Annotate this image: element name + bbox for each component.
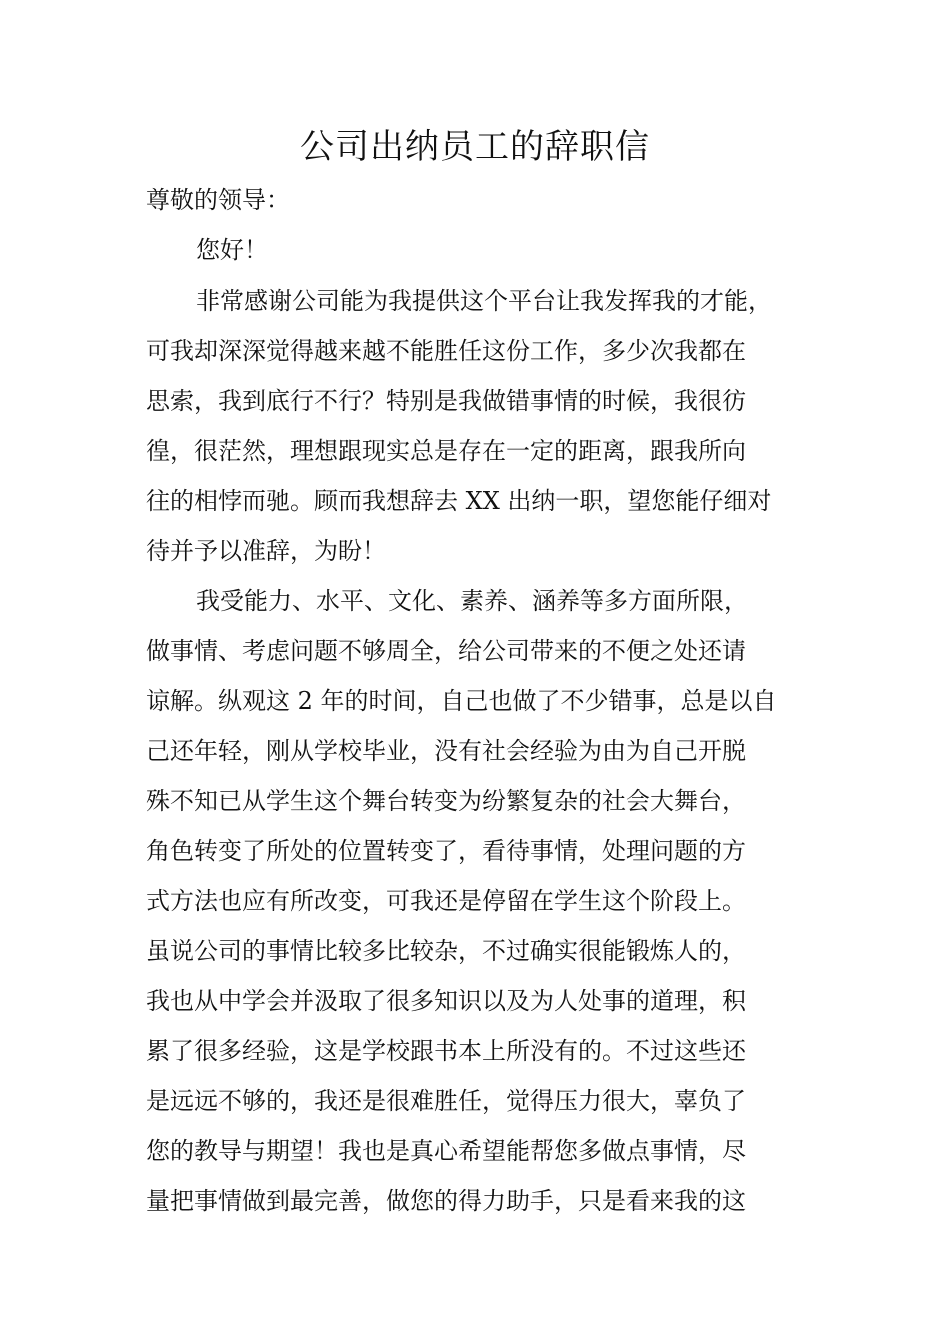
- paragraph-2-line-3: 谅解。纵观这 2 年的时间，自己也做了不少错事，总是以自: [146, 687, 777, 715]
- paragraph-1-line-6: 待并予以准辞，为盼！: [146, 537, 386, 565]
- paragraph-2-line-2: 做事情、考虑问题不够周全，给公司带来的不便之处还请: [146, 637, 746, 665]
- paragraph-1-line-4: 徨，很茫然，理想跟现实总是存在一定的距离，跟我所向: [146, 437, 746, 465]
- paragraph-2-line-13: 量把事情做到最完善，做您的得力助手，只是看来我的这: [146, 1187, 746, 1215]
- paragraph-2-line-1: 我受能力、水平、文化、素养、涵养等多方面所限，: [196, 587, 748, 615]
- paragraph-2-line-12: 您的教导与期望！我也是真心希望能帮您多做点事情，尽: [146, 1137, 746, 1165]
- paragraph-2-line-10: 累了很多经验，这是学校跟书本上所没有的。不过这些还: [146, 1037, 746, 1065]
- salutation: 尊敬的领导：: [146, 186, 290, 214]
- paragraph-2-line-6: 角色转变了所处的位置转变了，看待事情，处理问题的方: [146, 837, 746, 865]
- paragraph-1-line-5: 往的相悖而驰。顾而我想辞去 XX 出纳一职，望您能仔细对: [146, 487, 772, 515]
- paragraph-2-line-4: 己还年轻，刚从学校毕业，没有社会经验为由为自己开脱: [146, 737, 746, 765]
- paragraph-1-line-1: 非常感谢公司能为我提供这个平台让我发挥我的才能，: [196, 287, 772, 315]
- paragraph-2-line-11: 是远远不够的，我还是很难胜任，觉得压力很大，辜负了: [146, 1087, 746, 1115]
- paragraph-2-line-9: 我也从中学会并汲取了很多知识以及为人处事的道理，积: [146, 987, 746, 1015]
- paragraph-2-line-5: 殊不知已从学生这个舞台转变为纷繁复杂的社会大舞台，: [146, 787, 746, 815]
- paragraph-1-line-3: 思索，我到底行不行？特别是我做错事情的时候，我很彷: [146, 387, 746, 415]
- greeting: 您好！: [196, 236, 268, 264]
- document-title: 公司出纳员工的辞职信: [300, 127, 650, 167]
- paragraph-1-line-2: 可我却深深觉得越来越不能胜任这份工作，多少次我都在: [146, 337, 746, 365]
- paragraph-2-line-7: 式方法也应有所改变，可我还是停留在学生这个阶段上。: [146, 887, 746, 915]
- paragraph-2-line-8: 虽说公司的事情比较多比较杂，不过确实很能锻炼人的，: [146, 937, 746, 965]
